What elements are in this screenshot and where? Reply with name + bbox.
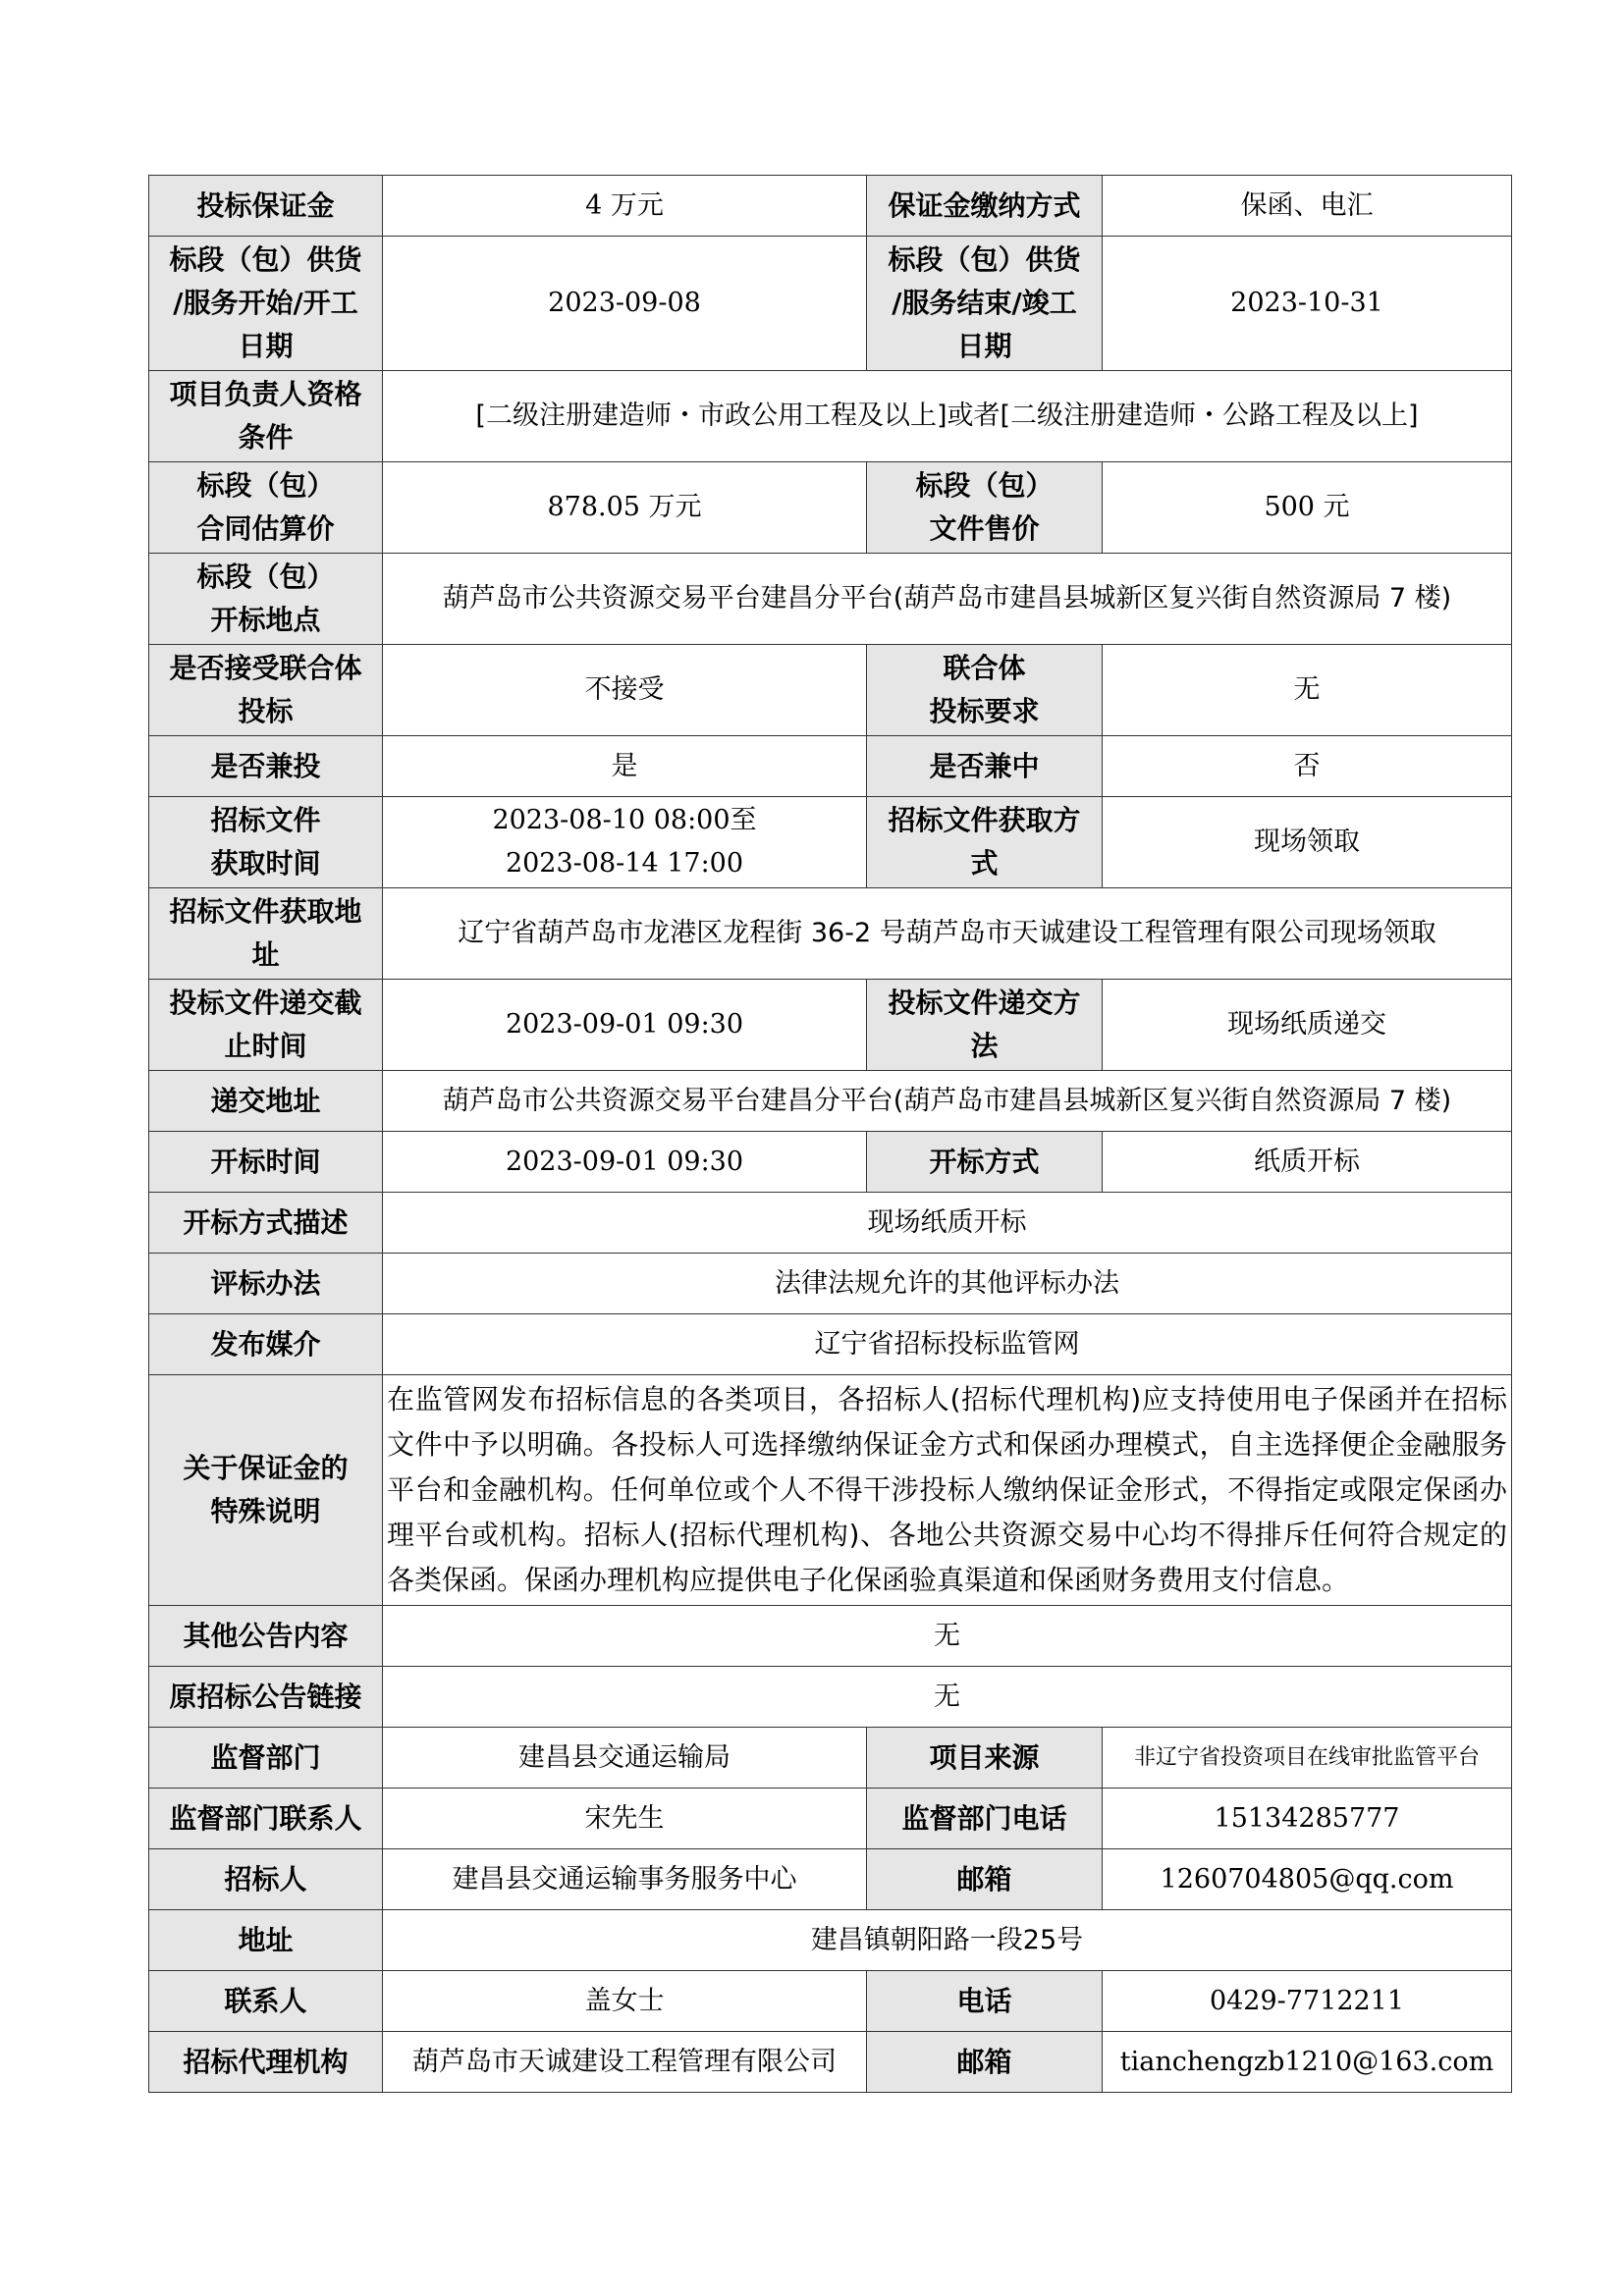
supervisor-phone-label: 监督部门电话 [867, 1789, 1103, 1849]
contact-person-value: 盖女士 [383, 1971, 867, 2032]
bid-opening-location-label: 标段（包） 开标地点 [149, 554, 383, 645]
table-row [149, 1667, 1512, 1728]
doc-acquire-method-value: 现场领取 [1103, 797, 1512, 888]
submission-deadline-label: 投标文件递交截 止时间 [149, 980, 383, 1071]
evaluation-method-label: 评标办法 [149, 1254, 383, 1314]
submission-address-label: 递交地址 [149, 1071, 383, 1132]
multi-bid-value: 是 [383, 736, 867, 797]
bid-bond-value: 4 万元 [383, 176, 867, 237]
address-value: 建昌镇朝阳路一段25号 [383, 1910, 1512, 1971]
bid-opening-location-value: 葫芦岛市公共资源交易平台建昌分平台(葫芦岛市建昌县城新区复兴街自然资源局 7 楼) [383, 554, 1512, 645]
bond-special-notes-value: 在监管网发布招标信息的各类项目，各招标人(招标代理机构)应支持使用电子保函并在招标文件中予以明确。各投标人可选择缴纳保证金方式和保函办理模式，自主选择便企金融服务平台和金融机构。任何单位或个人不得干涉投标人缴纳保证金形式，不得指定或限定保函办理平台或机构。招标人(招标代理机构)、各地公共资源交易中心均不得排斥任何符合规定的各类保函。保函办理机构应提供电子化保函验真渠道和保函财务费用支付信息。 [383, 1375, 1512, 1606]
table-row [149, 371, 1512, 462]
supervisor-contact-label: 监督部门联系人 [149, 1789, 383, 1849]
bond-payment-method-label: 保证金缴纳方式 [867, 176, 1103, 237]
original-notice-link-value: 无 [383, 1667, 1512, 1728]
tenderer-label: 招标人 [149, 1849, 383, 1910]
agency-label: 招标代理机构 [149, 2032, 383, 2093]
tenderer-email-label: 邮箱 [867, 1849, 1103, 1910]
opening-method-value: 纸质开标 [1103, 1132, 1512, 1193]
table-row [149, 1375, 1512, 1606]
service-start-date-value: 2023-09-08 [383, 237, 867, 371]
table-row [149, 1254, 1512, 1314]
project-source-value: 非辽宁省投资项目在线审批监管平台 [1103, 1728, 1512, 1789]
table-row [149, 888, 1512, 980]
table-row [149, 176, 1512, 237]
bond-payment-method-value: 保函、电汇 [1103, 176, 1512, 237]
table-row [149, 554, 1512, 645]
table-row [149, 2032, 1512, 2093]
table-row [149, 1789, 1512, 1849]
document-price-value: 500 元 [1103, 462, 1512, 554]
opening-method-desc-value: 现场纸质开标 [383, 1193, 1512, 1254]
publish-media-label: 发布媒介 [149, 1314, 383, 1375]
table-row [149, 1971, 1512, 2032]
doc-acquire-address-label: 招标文件获取地 址 [149, 888, 383, 980]
tenderer-value: 建昌县交通运输事务服务中心 [383, 1849, 867, 1910]
consortium-accept-value: 不接受 [383, 645, 867, 736]
multi-bid-label: 是否兼投 [149, 736, 383, 797]
other-content-label: 其他公告内容 [149, 1606, 383, 1667]
contract-estimate-value: 878.05 万元 [383, 462, 867, 554]
doc-acquire-method-label: 招标文件获取方 式 [867, 797, 1103, 888]
contract-estimate-label: 标段（包） 合同估算价 [149, 462, 383, 554]
consortium-requirement-value: 无 [1103, 645, 1512, 736]
table-row [149, 1071, 1512, 1132]
doc-acquire-time-label: 招标文件 获取时间 [149, 797, 383, 888]
phone-label: 电话 [867, 1971, 1103, 2032]
opening-time-label: 开标时间 [149, 1132, 383, 1193]
supervisor-phone-value: 15134285777 [1103, 1789, 1512, 1849]
doc-acquire-time-value: 2023-08-10 08:00至 2023-08-14 17:00 [383, 797, 867, 888]
service-start-date-label: 标段（包）供货 /服务开始/开工 日期 [149, 237, 383, 371]
manager-qualification-label: 项目负责人资格 条件 [149, 371, 383, 462]
table-row [149, 736, 1512, 797]
address-label: 地址 [149, 1910, 383, 1971]
table-row [149, 797, 1512, 888]
manager-qualification-value: [二级注册建造师・市政公用工程及以上]或者[二级注册建造师・公路工程及以上] [383, 371, 1512, 462]
table-row [149, 1193, 1512, 1254]
table-row [149, 1849, 1512, 1910]
multi-win-value: 否 [1103, 736, 1512, 797]
consortium-accept-label: 是否接受联合体 投标 [149, 645, 383, 736]
document-price-label: 标段（包） 文件售价 [867, 462, 1103, 554]
consortium-requirement-label: 联合体 投标要求 [867, 645, 1103, 736]
supervisor-contact-value: 宋先生 [383, 1789, 867, 1849]
multi-win-label: 是否兼中 [867, 736, 1103, 797]
bid-bond-label: 投标保证金 [149, 176, 383, 237]
service-end-date-label: 标段（包）供货 /服务结束/竣工 日期 [867, 237, 1103, 371]
table-row [149, 1728, 1512, 1789]
contact-person-label: 联系人 [149, 1971, 383, 2032]
table-row [149, 462, 1512, 554]
bond-special-notes-label: 关于保证金的 特殊说明 [149, 1375, 383, 1606]
supervisor-dept-label: 监督部门 [149, 1728, 383, 1789]
tenderer-email-value: 1260704805@qq.com [1103, 1849, 1512, 1910]
supervisor-dept-value: 建昌县交通运输局 [383, 1728, 867, 1789]
tender-info-table [148, 175, 1512, 2093]
table-row [149, 1132, 1512, 1193]
table-row [149, 1314, 1512, 1375]
opening-method-label: 开标方式 [867, 1132, 1103, 1193]
submission-method-value: 现场纸质递交 [1103, 980, 1512, 1071]
table-row [149, 1910, 1512, 1971]
service-end-date-value: 2023-10-31 [1103, 237, 1512, 371]
other-content-value: 无 [383, 1606, 1512, 1667]
publish-media-value: 辽宁省招标投标监管网 [383, 1314, 1512, 1375]
opening-method-desc-label: 开标方式描述 [149, 1193, 383, 1254]
doc-acquire-address-value: 辽宁省葫芦岛市龙港区龙程街 36-2 号葫芦岛市天诚建设工程管理有限公司现场领取 [383, 888, 1512, 980]
table-row [149, 237, 1512, 371]
agency-email-value: tianchengzb1210@163.com [1103, 2032, 1512, 2093]
agency-value: 葫芦岛市天诚建设工程管理有限公司 [383, 2032, 867, 2093]
phone-value: 0429-7712211 [1103, 1971, 1512, 2032]
original-notice-link-label: 原招标公告链接 [149, 1667, 383, 1728]
submission-address-value: 葫芦岛市公共资源交易平台建昌分平台(葫芦岛市建昌县城新区复兴街自然资源局 7 楼) [383, 1071, 1512, 1132]
evaluation-method-value: 法律法规允许的其他评标办法 [383, 1254, 1512, 1314]
project-source-label: 项目来源 [867, 1728, 1103, 1789]
opening-time-value: 2023-09-01 09:30 [383, 1132, 867, 1193]
agency-email-label: 邮箱 [867, 2032, 1103, 2093]
submission-method-label: 投标文件递交方 法 [867, 980, 1103, 1071]
table-row [149, 980, 1512, 1071]
submission-deadline-value: 2023-09-01 09:30 [383, 980, 867, 1071]
table-row [149, 1606, 1512, 1667]
table-row [149, 645, 1512, 736]
